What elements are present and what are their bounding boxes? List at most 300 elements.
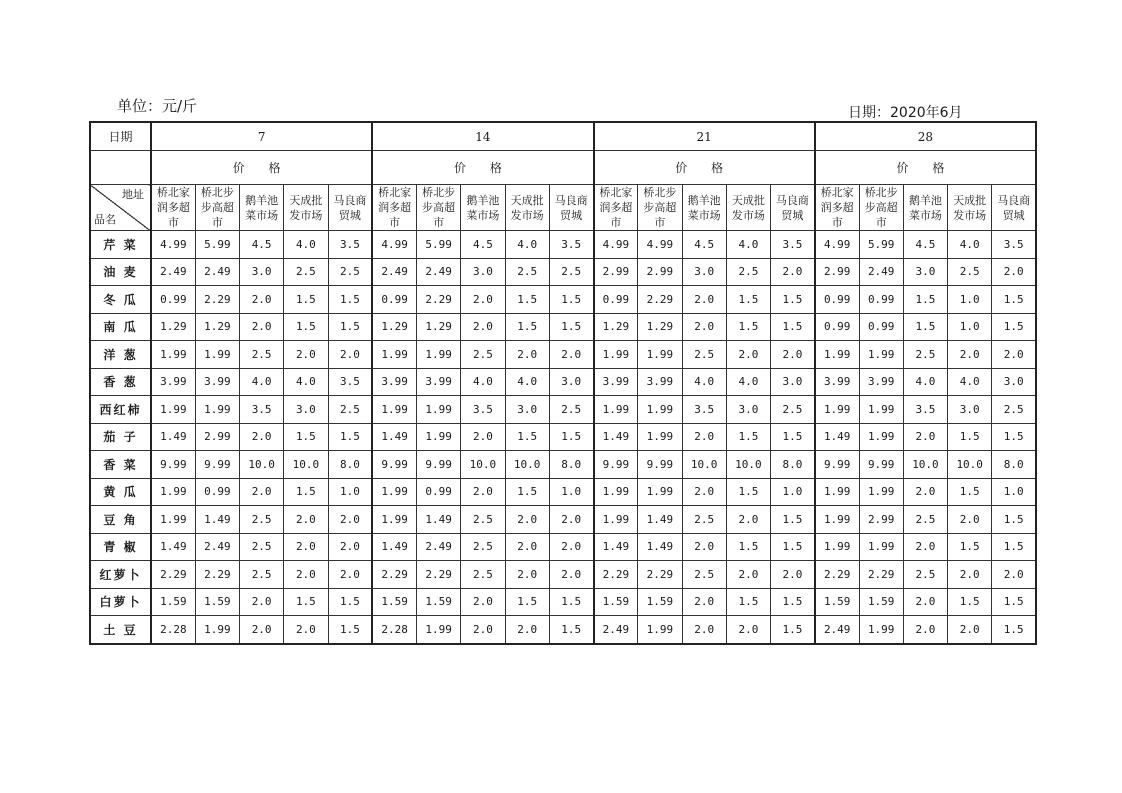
price-cell: 4.0 xyxy=(726,368,770,396)
price-cell: 3.0 xyxy=(726,396,770,424)
product-name-cell: 红萝卜 xyxy=(90,561,151,589)
price-cell: 1.5 xyxy=(284,286,328,314)
price-cell: 2.5 xyxy=(240,561,284,589)
price-cell: 2.29 xyxy=(638,561,682,589)
market-column-header: 桥北家润多超市 xyxy=(372,185,416,231)
price-cell: 3.5 xyxy=(549,231,593,259)
price-cell: 1.5 xyxy=(948,478,992,506)
price-cell: 2.0 xyxy=(461,286,505,314)
price-cell: 10.0 xyxy=(948,451,992,479)
price-cell: 2.49 xyxy=(195,258,239,286)
product-name-cell: 芹 菜 xyxy=(90,231,151,259)
price-cell: 4.5 xyxy=(240,231,284,259)
table-row xyxy=(90,451,1036,479)
price-cell: 3.0 xyxy=(992,368,1036,396)
price-cell: 2.5 xyxy=(992,396,1036,424)
date-column-header: 21 xyxy=(594,122,815,151)
price-cell: 2.0 xyxy=(284,561,328,589)
price-cell: 2.5 xyxy=(903,506,947,534)
price-cell: 3.5 xyxy=(682,396,726,424)
price-cell: 1.5 xyxy=(992,616,1036,644)
price-cell: 3.99 xyxy=(151,368,195,396)
price-cell: 0.99 xyxy=(815,286,859,314)
price-cell: 1.49 xyxy=(151,423,195,451)
price-cell: 1.99 xyxy=(815,533,859,561)
price-cell: 5.99 xyxy=(195,231,239,259)
price-cell: 1.49 xyxy=(594,423,638,451)
product-name-cell: 西红柿 xyxy=(90,396,151,424)
price-cell: 4.0 xyxy=(284,368,328,396)
price-cell: 2.5 xyxy=(240,506,284,534)
price-cell: 1.99 xyxy=(815,478,859,506)
price-cell: 1.49 xyxy=(372,423,416,451)
price-cell: 1.5 xyxy=(903,313,947,341)
price-cell: 2.5 xyxy=(505,258,549,286)
market-column-header: 马良商贸城 xyxy=(771,185,815,231)
price-cell: 0.99 xyxy=(151,286,195,314)
price-cell: 8.0 xyxy=(549,451,593,479)
price-cell: 4.99 xyxy=(594,231,638,259)
table-row xyxy=(90,506,1036,534)
price-cell: 2.0 xyxy=(903,533,947,561)
market-column-header: 天成批发市场 xyxy=(948,185,992,231)
price-cell: 1.5 xyxy=(505,423,549,451)
price-cell: 10.0 xyxy=(903,451,947,479)
price-cell: 1.5 xyxy=(992,313,1036,341)
price-cell: 2.0 xyxy=(771,561,815,589)
price-cell: 2.99 xyxy=(594,258,638,286)
price-cell: 1.5 xyxy=(328,616,372,644)
price-cell: 0.99 xyxy=(859,286,903,314)
market-column-header: 桥北步步高超市 xyxy=(638,185,682,231)
price-cell: 1.5 xyxy=(771,313,815,341)
product-name-cell: 黄 瓜 xyxy=(90,478,151,506)
price-cell: 1.5 xyxy=(328,423,372,451)
product-name-cell: 洋 葱 xyxy=(90,341,151,369)
price-cell: 2.0 xyxy=(240,588,284,616)
price-group-header: 价 格 xyxy=(151,151,372,185)
price-cell: 2.0 xyxy=(682,588,726,616)
price-cell: 0.99 xyxy=(594,286,638,314)
price-cell: 2.0 xyxy=(505,561,549,589)
price-cell: 1.99 xyxy=(859,423,903,451)
price-cell: 1.99 xyxy=(417,616,461,644)
price-cell: 4.99 xyxy=(372,231,416,259)
price-cell: 2.0 xyxy=(284,616,328,644)
price-cell: 1.49 xyxy=(815,423,859,451)
table-row xyxy=(90,616,1036,644)
price-cell: 1.99 xyxy=(195,341,239,369)
price-cell: 2.0 xyxy=(328,506,372,534)
price-cell: 2.28 xyxy=(151,616,195,644)
price-cell: 1.0 xyxy=(992,478,1036,506)
price-cell: 2.49 xyxy=(372,258,416,286)
price-cell: 1.59 xyxy=(417,588,461,616)
price-cell: 0.99 xyxy=(417,478,461,506)
price-cell: 1.59 xyxy=(372,588,416,616)
price-cell: 5.99 xyxy=(859,231,903,259)
price-cell: 2.49 xyxy=(859,258,903,286)
price-cell: 1.5 xyxy=(549,423,593,451)
price-cell: 2.0 xyxy=(903,588,947,616)
price-cell: 2.5 xyxy=(948,258,992,286)
price-cell: 1.99 xyxy=(151,506,195,534)
price-cell: 1.5 xyxy=(771,588,815,616)
price-cell: 10.0 xyxy=(682,451,726,479)
price-cell: 2.5 xyxy=(284,258,328,286)
price-cell: 1.59 xyxy=(594,588,638,616)
price-cell: 9.99 xyxy=(638,451,682,479)
product-corner-label: 品名 xyxy=(94,213,116,226)
date-column-header: 28 xyxy=(815,122,1036,151)
price-cell: 1.99 xyxy=(859,616,903,644)
price-cell: 2.0 xyxy=(771,341,815,369)
price-cell: 2.0 xyxy=(948,506,992,534)
price-cell: 1.5 xyxy=(549,286,593,314)
table-row xyxy=(90,588,1036,616)
market-column-header: 马良商贸城 xyxy=(328,185,372,231)
price-cell: 1.99 xyxy=(372,478,416,506)
market-header-row xyxy=(90,185,1036,231)
price-cell: 1.49 xyxy=(638,506,682,534)
price-cell: 1.99 xyxy=(815,341,859,369)
price-cell: 4.99 xyxy=(815,231,859,259)
price-cell: 5.99 xyxy=(417,231,461,259)
market-column-header: 马良商贸城 xyxy=(992,185,1036,231)
price-cell: 2.0 xyxy=(992,341,1036,369)
price-cell: 2.0 xyxy=(240,313,284,341)
price-cell: 2.5 xyxy=(240,533,284,561)
price-cell: 2.49 xyxy=(417,258,461,286)
price-cell: 2.0 xyxy=(240,423,284,451)
price-cell: 2.0 xyxy=(682,423,726,451)
price-cell: 1.99 xyxy=(638,616,682,644)
price-cell: 3.0 xyxy=(948,396,992,424)
price-cell: 1.99 xyxy=(151,396,195,424)
price-cell: 1.99 xyxy=(151,341,195,369)
market-column-header: 桥北步步高超市 xyxy=(195,185,239,231)
price-cell: 1.5 xyxy=(992,423,1036,451)
price-cell: 2.0 xyxy=(682,616,726,644)
price-cell: 1.5 xyxy=(549,313,593,341)
price-cell: 3.5 xyxy=(328,231,372,259)
price-cell: 3.5 xyxy=(240,396,284,424)
price-cell: 2.0 xyxy=(992,561,1036,589)
date-column-header: 7 xyxy=(151,122,372,151)
price-cell: 3.0 xyxy=(682,258,726,286)
price-header-row xyxy=(90,151,1036,185)
market-column-header: 天成批发市场 xyxy=(505,185,549,231)
price-cell: 2.0 xyxy=(903,423,947,451)
price-cell: 9.99 xyxy=(859,451,903,479)
price-cell: 2.29 xyxy=(594,561,638,589)
price-cell: 1.59 xyxy=(195,588,239,616)
price-cell: 1.99 xyxy=(594,478,638,506)
price-cell: 1.29 xyxy=(594,313,638,341)
price-cell: 2.49 xyxy=(594,616,638,644)
date-header-row xyxy=(90,122,1036,151)
price-cell: 1.5 xyxy=(328,588,372,616)
price-cell: 1.5 xyxy=(726,286,770,314)
table-row xyxy=(90,258,1036,286)
price-cell: 1.29 xyxy=(417,313,461,341)
price-cell: 1.99 xyxy=(815,396,859,424)
price-cell: 1.49 xyxy=(594,533,638,561)
price-cell: 4.5 xyxy=(461,231,505,259)
price-cell: 2.0 xyxy=(505,616,549,644)
price-cell: 1.49 xyxy=(372,533,416,561)
price-cell: 4.0 xyxy=(903,368,947,396)
product-name-cell: 白萝卜 xyxy=(90,588,151,616)
price-cell: 8.0 xyxy=(992,451,1036,479)
price-cell: 2.0 xyxy=(461,313,505,341)
table-row xyxy=(90,231,1036,259)
price-cell: 1.99 xyxy=(195,616,239,644)
price-cell: 1.49 xyxy=(195,506,239,534)
price-cell: 3.0 xyxy=(240,258,284,286)
table-row xyxy=(90,313,1036,341)
price-cell: 1.5 xyxy=(992,286,1036,314)
price-cell: 1.29 xyxy=(372,313,416,341)
price-cell: 2.29 xyxy=(195,286,239,314)
price-cell: 2.0 xyxy=(903,616,947,644)
price-cell: 2.5 xyxy=(240,341,284,369)
price-cell: 1.5 xyxy=(992,506,1036,534)
price-cell: 1.5 xyxy=(903,286,947,314)
price-cell: 2.5 xyxy=(903,341,947,369)
price-cell: 2.29 xyxy=(151,561,195,589)
price-cell: 2.29 xyxy=(859,561,903,589)
price-cell: 3.5 xyxy=(771,231,815,259)
price-cell: 2.0 xyxy=(461,478,505,506)
market-column-header: 桥北家润多超市 xyxy=(594,185,638,231)
price-cell: 2.0 xyxy=(549,533,593,561)
price-cell: 1.99 xyxy=(151,478,195,506)
price-cell: 2.28 xyxy=(372,616,416,644)
price-cell: 2.5 xyxy=(903,561,947,589)
price-cell: 2.5 xyxy=(682,506,726,534)
price-cell: 4.0 xyxy=(505,368,549,396)
price-cell: 2.0 xyxy=(726,616,770,644)
price-cell: 9.99 xyxy=(594,451,638,479)
product-name-cell: 香 葱 xyxy=(90,368,151,396)
price-cell: 2.0 xyxy=(948,561,992,589)
price-cell: 2.0 xyxy=(771,258,815,286)
price-cell: 3.99 xyxy=(638,368,682,396)
market-column-header: 鹅羊池菜市场 xyxy=(240,185,284,231)
date-corner-label: 日期 xyxy=(90,122,151,151)
price-cell: 2.0 xyxy=(284,341,328,369)
price-cell: 1.99 xyxy=(594,396,638,424)
price-cell: 2.29 xyxy=(372,561,416,589)
price-cell: 1.99 xyxy=(417,341,461,369)
product-name-cell: 冬 瓜 xyxy=(90,286,151,314)
price-cell: 1.5 xyxy=(771,286,815,314)
price-cell: 4.99 xyxy=(151,231,195,259)
price-cell: 2.0 xyxy=(461,423,505,451)
table-row xyxy=(90,396,1036,424)
price-cell: 2.0 xyxy=(948,616,992,644)
price-cell: 1.5 xyxy=(948,533,992,561)
market-column-header: 桥北步步高超市 xyxy=(417,185,461,231)
price-cell: 1.5 xyxy=(948,588,992,616)
price-cell: 2.49 xyxy=(815,616,859,644)
price-cell: 1.99 xyxy=(417,396,461,424)
price-cell: 2.0 xyxy=(682,533,726,561)
price-cell: 2.5 xyxy=(771,396,815,424)
table-row xyxy=(90,286,1036,314)
market-column-header: 桥北步步高超市 xyxy=(859,185,903,231)
price-cell: 1.49 xyxy=(151,533,195,561)
price-cell: 2.0 xyxy=(505,506,549,534)
price-cell: 1.5 xyxy=(549,616,593,644)
price-cell: 2.0 xyxy=(240,478,284,506)
price-cell: 4.0 xyxy=(948,231,992,259)
price-cell: 1.5 xyxy=(992,533,1036,561)
date-column-header: 14 xyxy=(372,122,593,151)
price-cell: 2.0 xyxy=(682,286,726,314)
price-cell: 9.99 xyxy=(815,451,859,479)
price-cell: 2.5 xyxy=(328,258,372,286)
price-cell: 1.5 xyxy=(505,286,549,314)
product-name-cell: 香 菜 xyxy=(90,451,151,479)
market-column-header: 天成批发市场 xyxy=(284,185,328,231)
product-name-cell: 豆 角 xyxy=(90,506,151,534)
price-cell: 9.99 xyxy=(372,451,416,479)
price-cell: 1.5 xyxy=(726,313,770,341)
price-cell: 2.0 xyxy=(328,561,372,589)
price-cell: 2.0 xyxy=(726,506,770,534)
price-cell: 3.99 xyxy=(594,368,638,396)
price-cell: 2.99 xyxy=(638,258,682,286)
price-cell: 2.0 xyxy=(240,286,284,314)
price-cell: 0.99 xyxy=(195,478,239,506)
table-row xyxy=(90,423,1036,451)
price-cell: 1.5 xyxy=(992,588,1036,616)
price-cell: 2.5 xyxy=(461,533,505,561)
price-cell: 2.29 xyxy=(815,561,859,589)
price-cell: 2.0 xyxy=(505,533,549,561)
price-cell: 10.0 xyxy=(726,451,770,479)
market-column-header: 鹅羊池菜市场 xyxy=(903,185,947,231)
price-cell: 1.49 xyxy=(638,533,682,561)
price-cell: 1.5 xyxy=(771,616,815,644)
price-cell: 2.5 xyxy=(461,561,505,589)
price-cell: 2.0 xyxy=(726,561,770,589)
price-cell: 2.29 xyxy=(417,561,461,589)
price-cell: 1.0 xyxy=(549,478,593,506)
price-cell: 2.5 xyxy=(682,341,726,369)
price-cell: 1.99 xyxy=(417,423,461,451)
price-cell: 2.0 xyxy=(726,341,770,369)
diagonal-corner-cell xyxy=(90,185,151,231)
price-cell: 2.29 xyxy=(417,286,461,314)
product-name-cell: 茄 子 xyxy=(90,423,151,451)
price-cell: 1.59 xyxy=(859,588,903,616)
price-cell: 2.0 xyxy=(240,616,284,644)
unit-label: 单位：元/斤 xyxy=(117,97,198,115)
price-cell: 3.0 xyxy=(903,258,947,286)
price-cell: 1.5 xyxy=(726,588,770,616)
price-cell: 1.5 xyxy=(505,588,549,616)
price-cell: 0.99 xyxy=(372,286,416,314)
price-cell: 10.0 xyxy=(284,451,328,479)
price-cell: 2.0 xyxy=(992,258,1036,286)
price-cell: 4.0 xyxy=(948,368,992,396)
price-cell: 1.5 xyxy=(726,423,770,451)
price-cell: 1.5 xyxy=(284,478,328,506)
price-cell: 1.99 xyxy=(859,396,903,424)
price-cell: 9.99 xyxy=(195,451,239,479)
table-row xyxy=(90,533,1036,561)
price-cell: 3.99 xyxy=(195,368,239,396)
price-cell: 2.5 xyxy=(461,506,505,534)
market-column-header: 桥北家润多超市 xyxy=(815,185,859,231)
price-cell: 1.0 xyxy=(948,313,992,341)
price-cell: 2.29 xyxy=(195,561,239,589)
price-cell: 1.99 xyxy=(594,506,638,534)
price-cell: 1.99 xyxy=(372,396,416,424)
price-cell: 2.5 xyxy=(726,258,770,286)
price-cell: 3.5 xyxy=(992,231,1036,259)
price-cell: 2.0 xyxy=(461,616,505,644)
price-cell: 3.0 xyxy=(549,368,593,396)
price-cell: 10.0 xyxy=(461,451,505,479)
price-cell: 2.49 xyxy=(195,533,239,561)
price-cell: 1.59 xyxy=(815,588,859,616)
price-cell: 1.5 xyxy=(549,588,593,616)
price-cell: 2.0 xyxy=(505,341,549,369)
vegetable-price-table xyxy=(89,121,1037,645)
price-cell: 4.0 xyxy=(505,231,549,259)
price-cell: 2.49 xyxy=(151,258,195,286)
price-cell: 1.29 xyxy=(151,313,195,341)
price-cell: 3.99 xyxy=(372,368,416,396)
price-cell: 1.99 xyxy=(859,341,903,369)
table-row xyxy=(90,478,1036,506)
price-cell: 2.0 xyxy=(549,506,593,534)
price-cell: 1.5 xyxy=(505,313,549,341)
price-cell: 1.5 xyxy=(328,286,372,314)
price-cell: 1.5 xyxy=(948,423,992,451)
product-name-cell: 南 瓜 xyxy=(90,313,151,341)
price-cell: 9.99 xyxy=(417,451,461,479)
price-cell: 1.99 xyxy=(372,506,416,534)
price-cell: 1.5 xyxy=(328,313,372,341)
price-cell: 3.99 xyxy=(859,368,903,396)
price-cell: 4.0 xyxy=(726,231,770,259)
price-cell: 1.99 xyxy=(594,341,638,369)
price-cell: 2.5 xyxy=(328,396,372,424)
price-cell: 1.99 xyxy=(638,423,682,451)
price-cell: 3.5 xyxy=(328,368,372,396)
price-cell: 4.5 xyxy=(682,231,726,259)
price-cell: 1.59 xyxy=(638,588,682,616)
price-cell: 4.0 xyxy=(682,368,726,396)
price-cell: 1.5 xyxy=(284,313,328,341)
price-cell: 1.5 xyxy=(771,506,815,534)
price-cell: 0.99 xyxy=(859,313,903,341)
price-cell: 2.0 xyxy=(284,506,328,534)
product-name-cell: 油 麦 xyxy=(90,258,151,286)
price-cell: 0.99 xyxy=(815,313,859,341)
price-cell: 3.5 xyxy=(461,396,505,424)
price-group-header: 价 格 xyxy=(815,151,1036,185)
price-cell: 1.5 xyxy=(771,533,815,561)
price-cell: 2.99 xyxy=(195,423,239,451)
price-cell: 2.99 xyxy=(815,258,859,286)
price-cell: 10.0 xyxy=(505,451,549,479)
